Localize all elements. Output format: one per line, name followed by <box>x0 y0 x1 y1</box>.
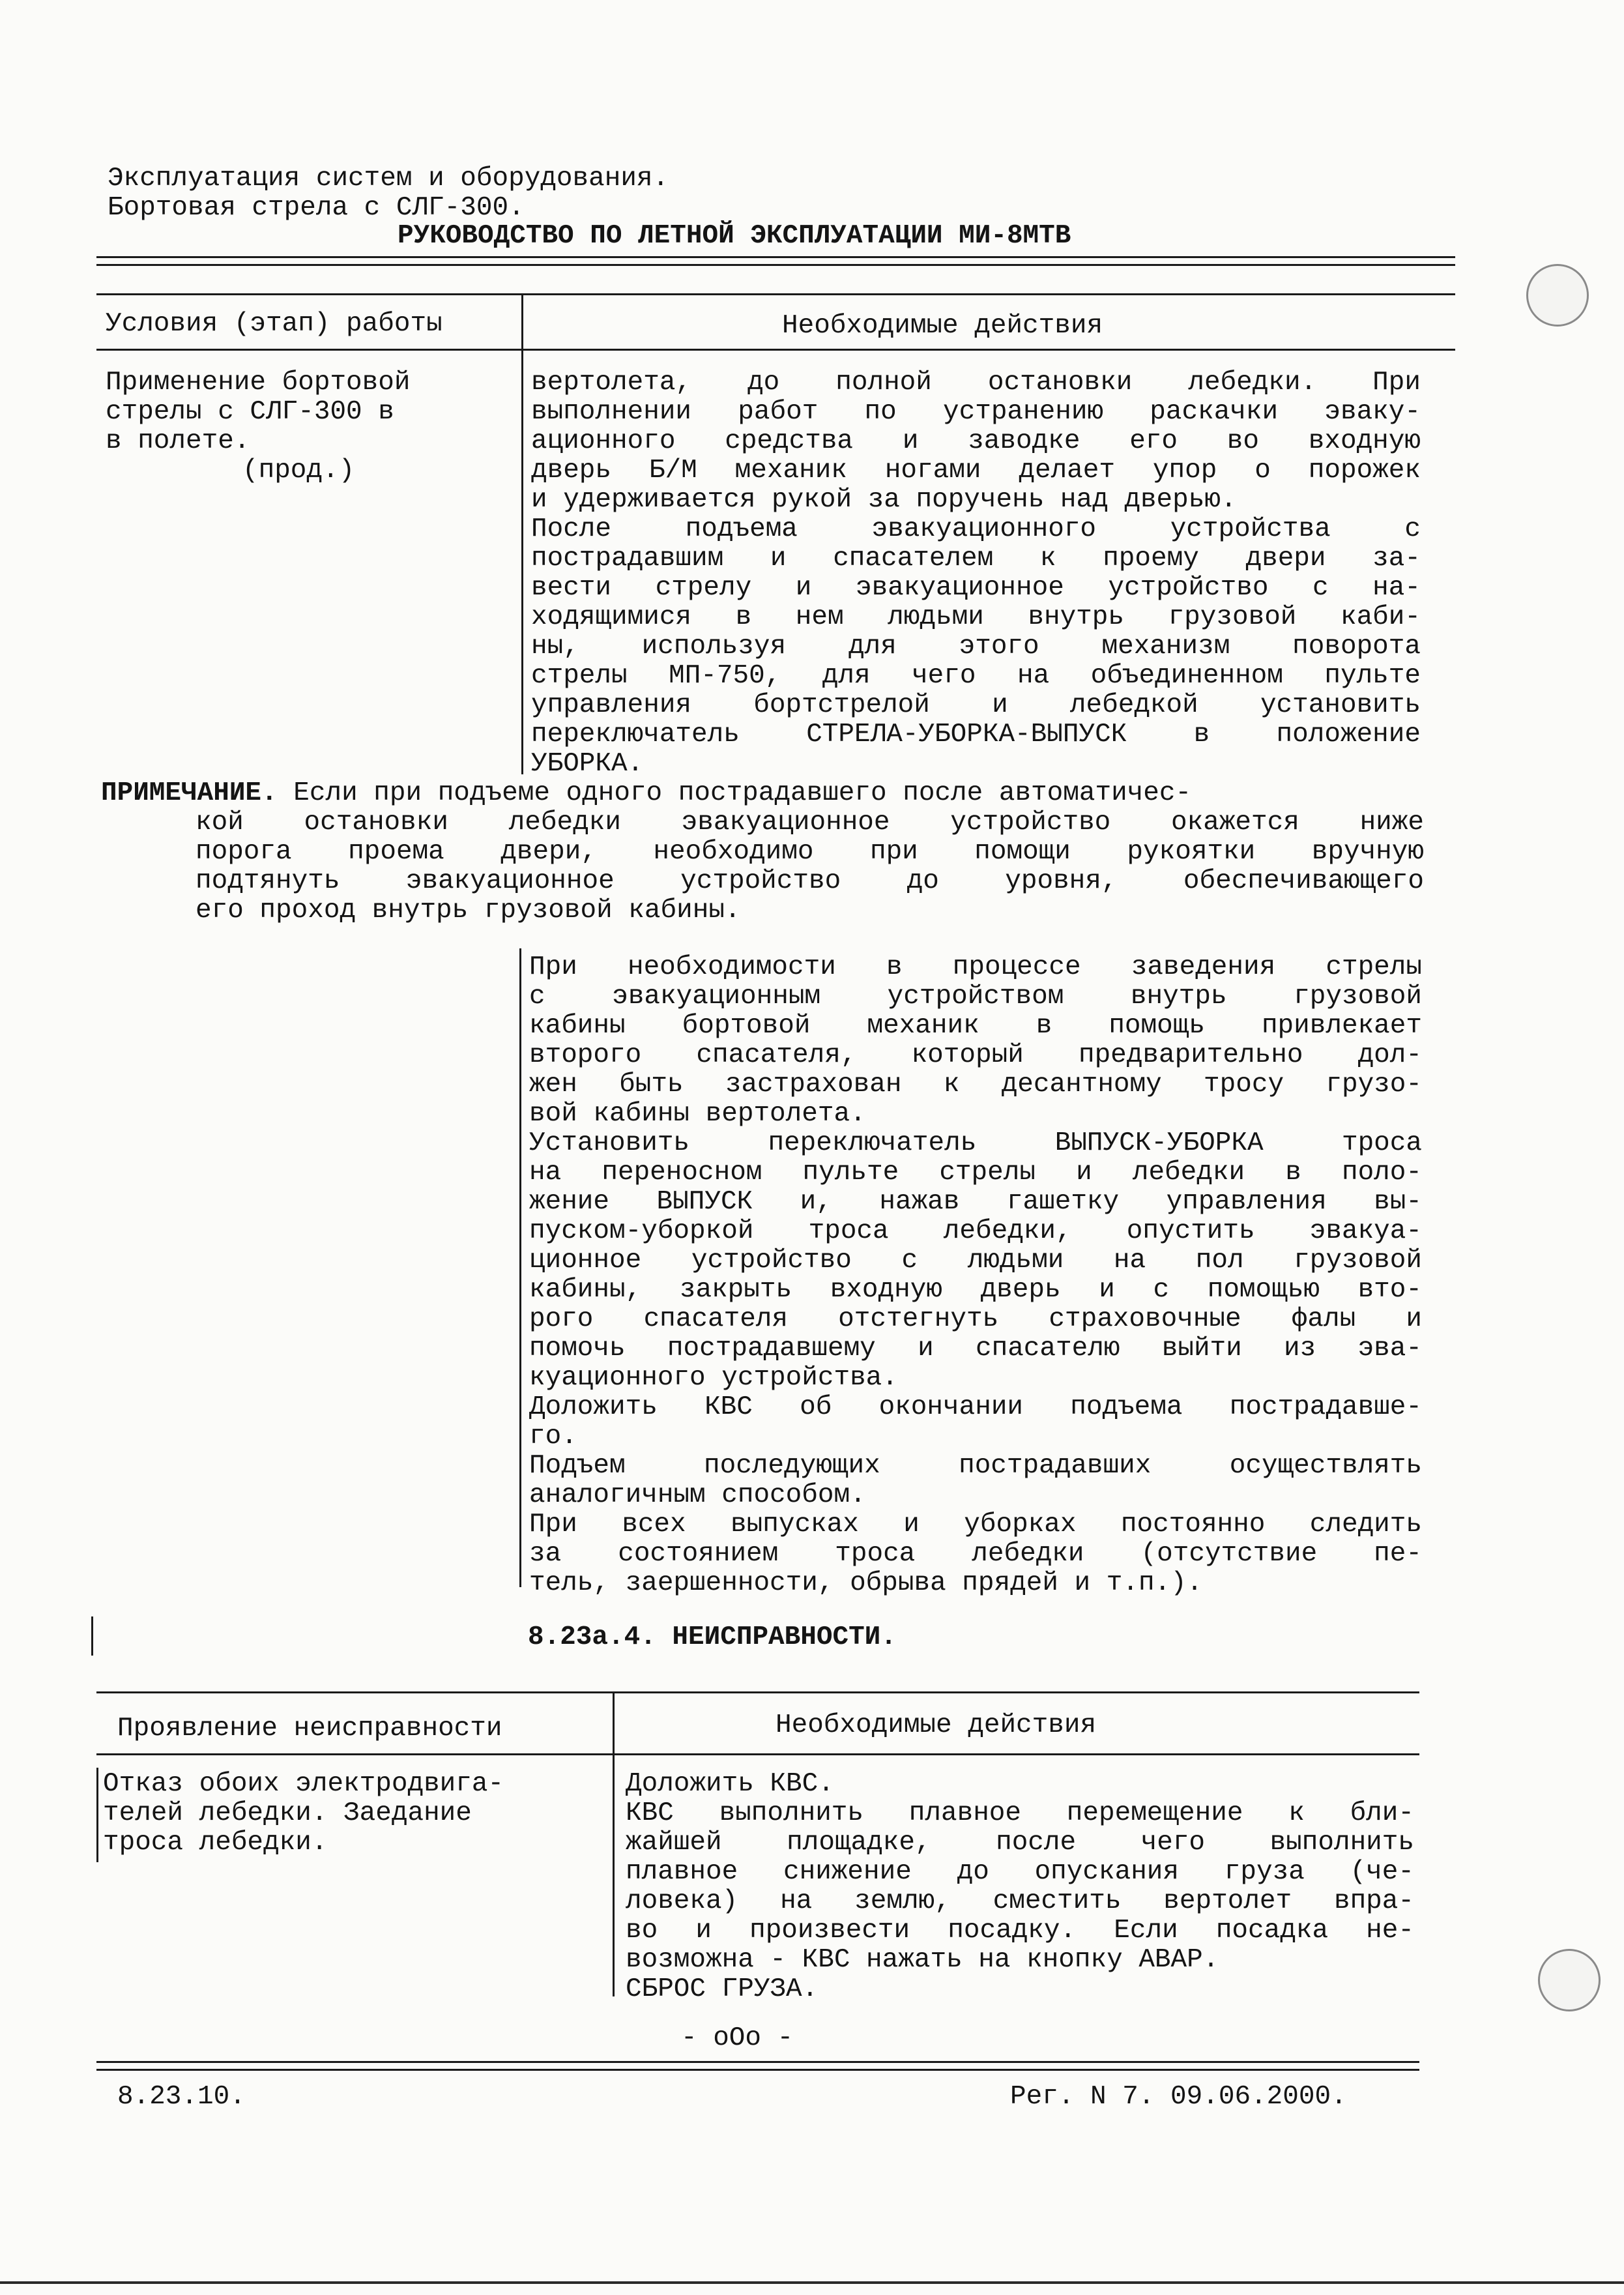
action-line: куационного устройства. <box>529 1364 898 1393</box>
action-line: на переносном пульте стрелы и лебедки в поло- <box>529 1158 1422 1188</box>
manual-title: РУКОВОДСТВО ПО ЛЕТНОЙ ЭКСПЛУАТАЦИИ МИ-8МТВ <box>398 221 1071 251</box>
action-line: с эвакуационным устройством внутрь грузовой <box>529 982 1422 1012</box>
table2-left-tick <box>96 1768 98 1862</box>
fault-action-line: Доложить КВС. <box>626 1770 834 1799</box>
actions2-block <box>529 953 1422 1598</box>
action-line: вертолета, до полной остановки лебедки. При <box>531 368 1421 398</box>
header-line-2: Бортовая стрела с СЛГ-300. <box>108 193 525 223</box>
action-line: дверь Б/М механик ногами делает упор о порожек <box>531 456 1421 486</box>
fault-action-line: во и произвести посадку. Если посадка не- <box>626 1916 1414 1946</box>
fault-action-line: КВС выполнить плавное перемещение к бли- <box>626 1799 1414 1828</box>
action-line: помочь пострадавшему и спасателю выйти из эва- <box>529 1334 1422 1364</box>
note-line: подтянуть эвакуационное устройство до уровня, обеспечивающего <box>196 867 1424 896</box>
table2-col2-header: Необходимые действия <box>776 1710 1097 1740</box>
registration-info: Рег. N 7. 09.06.2000. <box>1010 2082 1347 2112</box>
note-line: порога проема двери, необходимо при помощи рукоятки вручную <box>196 838 1424 867</box>
note-label: ПРИМЕЧАНИЕ. <box>101 779 278 808</box>
note-text-start: Если при подъеме одного пострадавшего после автоматичес- <box>293 779 1192 808</box>
action-line: управления бортстрелой и лебедкой установить <box>531 691 1421 720</box>
table2-fault <box>103 1770 605 1858</box>
condition-continued: (прод.) <box>242 456 355 486</box>
action-line: тель, заершенности, обрыва прядей и т.п.). <box>529 1569 1203 1598</box>
fault-action-line: возможна - КВС нажать на кнопку АВАР. <box>626 1946 1219 1975</box>
action-line: го. <box>529 1422 577 1452</box>
fault-action-line: жайшей площадке, после чего выполнить <box>626 1828 1414 1858</box>
revision-bar <box>91 1616 93 1656</box>
binder-hole-top <box>1526 264 1589 327</box>
action-line: УБОРКА. <box>531 750 644 779</box>
page-number: 8.23.10. <box>117 2082 246 2112</box>
table2-divider <box>613 1693 615 1996</box>
table1-header-rule <box>96 349 1455 351</box>
header-rule-top <box>96 256 1455 258</box>
table1-col2-header: Необходимые действия <box>782 311 1103 341</box>
action-line: вести стрелу и эвакуационное устройство с на- <box>531 574 1421 603</box>
fault-action-line: плавное снижение до опускания груза (че- <box>626 1858 1414 1887</box>
action-line: ны, используя для этого механизм поворота <box>531 632 1421 662</box>
action-line: пострадавшим и спасателем к проему двери за- <box>531 544 1421 574</box>
action-line: кабины, закрыть входную дверь и с помощью вто- <box>529 1276 1422 1305</box>
fault-action-line: ловека) на землю, сместить вертолет впра- <box>626 1887 1414 1916</box>
action-line: жение ВЫПУСК и, нажав гашетку управления вы- <box>529 1188 1422 1217</box>
action-line: ционное устройство с людьми на пол грузовой <box>529 1246 1422 1276</box>
condition-line: стрелы с СЛГ-300 в <box>106 398 394 427</box>
note-block <box>101 779 1424 926</box>
table2-actions <box>626 1770 1414 2004</box>
footer-rule-top <box>96 2061 1419 2063</box>
table1-top-rule <box>96 293 1455 295</box>
actions2-divider <box>519 948 521 1587</box>
action-line: При необходимости в процессе заведения стрелы <box>529 953 1422 982</box>
section-title: 8.23а.4. НЕИСПРАВНОСТИ. <box>528 1622 897 1652</box>
table2-top-rule <box>96 1691 1419 1693</box>
note-line: его проход внутрь грузовой кабины. <box>196 896 741 926</box>
action-line: второго спасателя, который предварительно дол- <box>529 1041 1422 1070</box>
table1-condition <box>106 368 510 486</box>
action-line: аналогичным способом. <box>529 1481 866 1510</box>
fault-line: телей лебедки. Заедание <box>103 1799 472 1828</box>
action-line: Установить переключатель ВЫПУСК-УБОРКА троса <box>529 1129 1422 1158</box>
table1-actions <box>531 368 1421 779</box>
action-line: ходящимися в нем людьми внутрь грузовой каби- <box>531 603 1421 632</box>
action-line: Подъем последующих пострадавших осуществлять <box>529 1452 1422 1481</box>
action-line: стрелы МП-750, для чего на объединенном пульте <box>531 662 1421 691</box>
action-line: пуском-уборкой троса лебедки, опустить эвакуа- <box>529 1217 1422 1246</box>
action-line: выполнении работ по устранению раскачки эваку- <box>531 398 1421 427</box>
table2-header-rule <box>96 1753 1419 1755</box>
action-line: ационного средства и заводке его во входную <box>531 427 1421 456</box>
action-line: рого спасателя отстегнуть страховочные фалы и <box>529 1305 1422 1334</box>
action-line: кабины бортовой механик в помощь привлекает <box>529 1012 1422 1041</box>
action-line: При всех выпусках и уборках постоянно следить <box>529 1510 1422 1540</box>
condition-line: в полете. <box>106 427 250 456</box>
condition-line: Применение бортовой <box>106 368 411 398</box>
action-line: и удерживается рукой за поручень над дверью. <box>531 486 1237 515</box>
fault-action-line: СБРОС ГРУЗА. <box>626 1975 819 2004</box>
end-mark: - oOo - <box>681 2023 794 2053</box>
table2-col1-header: Проявление неисправности <box>117 1714 502 1744</box>
note-line: кой остановки лебедки эвакуационное устройство окажется ниже <box>196 808 1424 838</box>
action-line: переключатель СТРЕЛА-УБОРКА-ВЫПУСК в положение <box>531 720 1421 750</box>
header-line-1: Эксплуатация систем и оборудования. <box>108 164 669 194</box>
binder-hole-bottom <box>1538 1949 1601 2011</box>
action-line: Доложить КВС об окончании подъема пострадавше- <box>529 1393 1422 1422</box>
action-line: После подъема эвакуационного устройства с <box>531 515 1421 544</box>
action-line: вой кабины вертолета. <box>529 1100 866 1129</box>
action-line: за состоянием троса лебедки (отсутствие пе- <box>529 1540 1422 1569</box>
scan-edge <box>0 2281 1624 2284</box>
header-rule-bottom <box>96 264 1455 266</box>
action-line: жен быть застрахован к десантному тросу грузо- <box>529 1070 1422 1100</box>
fault-line: троса лебедки. <box>103 1828 328 1858</box>
table1-col1-header: Условия (этап) работы <box>106 309 442 339</box>
footer-rule-bottom <box>96 2069 1419 2071</box>
fault-line: Отказ обоих электродвига- <box>103 1770 504 1799</box>
table1-header-divider <box>521 293 523 352</box>
table1-body-divider <box>521 351 523 774</box>
note-first-line <box>101 779 1424 808</box>
